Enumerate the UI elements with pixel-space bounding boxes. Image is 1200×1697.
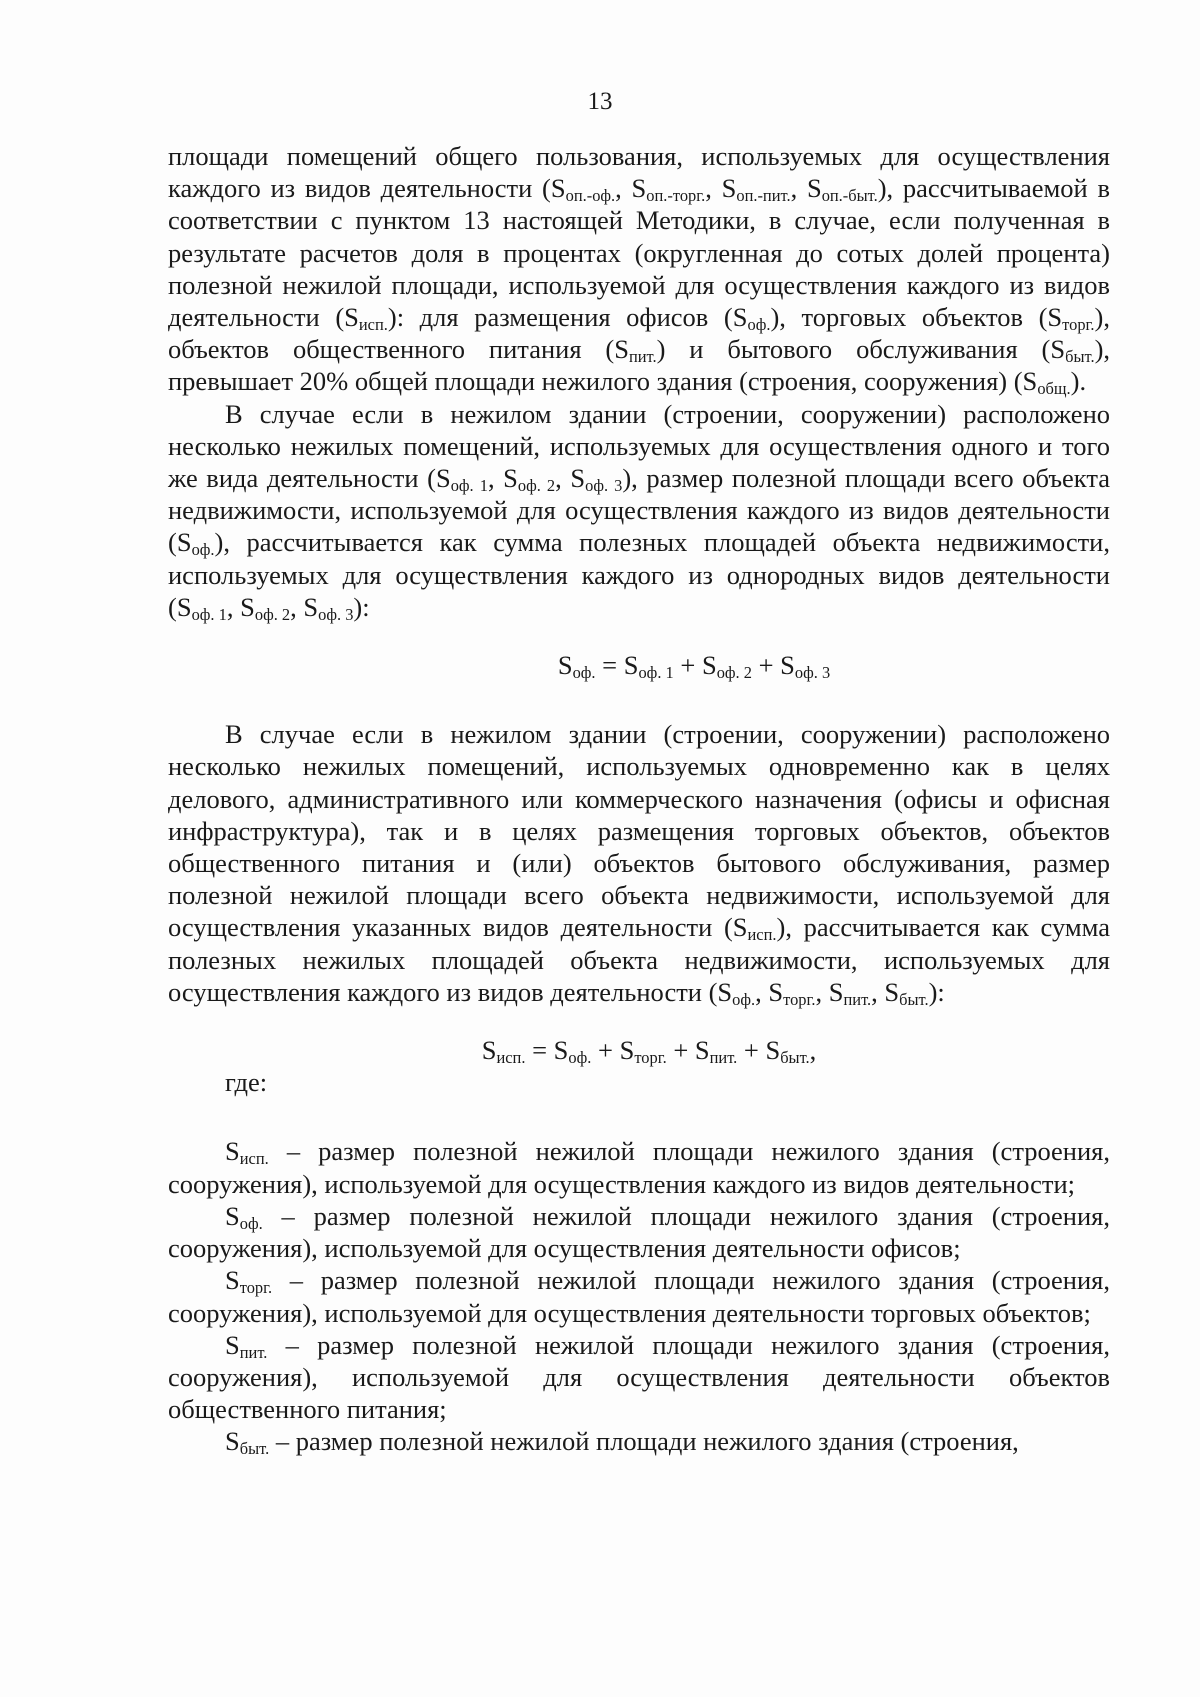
subscript: оф. — [732, 989, 756, 1009]
text-run: , S — [615, 173, 647, 204]
subscript: торг. — [634, 1048, 667, 1068]
text-run: ), рассчитывается как сумма полезных нежилых площадей объекта недвижимости, используемых для осуществления каждого из видов деятельности (S — [168, 912, 1110, 1007]
subscript: оф. 3 — [585, 476, 623, 496]
subscript: оп.-быт. — [821, 186, 878, 206]
subscript: исп. — [496, 1048, 526, 1068]
text-run: S — [225, 1329, 240, 1360]
subscript: оф. — [191, 540, 215, 560]
text-run: S — [481, 1035, 497, 1066]
subscript: оф. — [747, 315, 771, 335]
text-run: + S — [666, 1035, 710, 1066]
text-run: , S — [815, 976, 844, 1007]
subscript: исп. — [747, 925, 777, 945]
text-run: – размер полезной нежилой площади нежилого здания (строения, сооружения), используемой для осуществления деятельности торговых объектов; — [168, 1265, 1110, 1328]
text-run: , S — [226, 591, 255, 622]
text-run: S — [225, 1265, 240, 1296]
text-run: ) и бытового обслуживания (S — [656, 334, 1066, 365]
text-run: ), рассчитывается как сумма полезных площадей объекта недвижимости, используемых для осуществления каждого из однородных видов деятельности (S — [168, 527, 1110, 622]
text-run: ), рассчитываемой в соответствии с пунктом 13 настоящей Методики, в случае, если полученная в результате расчетов доля в процентах (округленная до сотых долей процента) полезной нежилой площади, используемой для осуществления каждого из видов деятельности (S — [168, 173, 1110, 333]
subscript: быт. — [239, 1439, 270, 1459]
subscript: оф. 3 — [794, 663, 831, 683]
text-run: = S — [525, 1035, 569, 1066]
text-run: + S — [737, 1035, 781, 1066]
text-run: – размер полезной нежилой площади нежилого здания (строения, сооружения), используемой для осуществления деятельности офисов; — [168, 1200, 1110, 1264]
subscript: оф. 2 — [517, 476, 556, 496]
text-run: площади помещений общего пользования, используемых для осуществления каждого из видов деятельности (S — [168, 141, 1110, 204]
text-run: S — [225, 1200, 240, 1231]
text-run: , S — [871, 976, 900, 1007]
formula-f1 — [168, 649, 1110, 681]
text-run: , — [809, 1035, 817, 1066]
text-run: – размер полезной нежилой площади нежилого здания (строения, — [269, 1426, 1019, 1457]
subscript: исп. — [239, 1149, 269, 1169]
page-number: 13 — [587, 88, 613, 115]
text-run: + S — [591, 1035, 635, 1066]
formula-f2 — [168, 1034, 1110, 1066]
text-run: В случае если в нежилом здании (строении, сооружении) расположено несколько нежилых помещений, используемых для осуществления одного и того же вида деятельности (S — [168, 398, 1110, 494]
subscript: пит. — [239, 1342, 268, 1362]
text-run: , S — [290, 591, 319, 622]
subscript: оф. 3 — [318, 604, 354, 624]
subscript: оф. — [239, 1213, 263, 1233]
body-paragraph — [168, 398, 1110, 623]
definition-paragraph — [168, 1200, 1110, 1264]
subscript: оф. 2 — [716, 663, 752, 683]
definition-paragraph — [168, 1329, 1110, 1426]
text-run: S — [225, 1136, 240, 1167]
text-run: ): — [353, 591, 370, 622]
body-paragraph — [168, 140, 1110, 398]
where-label — [168, 1066, 1110, 1098]
subscript: быт. — [1065, 347, 1095, 367]
subscript: торг. — [783, 989, 816, 1009]
definition-paragraph — [168, 1135, 1110, 1199]
subscript: оп.-оф. — [565, 186, 616, 206]
document-body — [168, 140, 1110, 1458]
text-run: ), торговых объектов (S — [770, 302, 1063, 333]
text-run: В случае если в нежилом здании (строении, сооружении) расположено несколько нежилых помещений, используемых одновременно как в целях делового, административного или коммерческого назначения (офисы и офисная инфраструктура), так и в целях размещения торговых объектов, объектов общественного питания и (или) объектов бытового обслуживания, размер полезной нежилой площади всего объекта недвижимости, используемой для осуществления указанных видов деятельности (S — [168, 719, 1110, 943]
text-run: где: — [225, 1067, 268, 1098]
subscript: пит. — [843, 989, 872, 1009]
subscript: оф. 2 — [254, 604, 291, 624]
text-run: ). — [1070, 366, 1087, 397]
subscript: оф. 1 — [191, 604, 227, 624]
text-run: ), объектов общественного питания (S — [168, 302, 1110, 365]
subscript: оф. — [572, 663, 596, 683]
subscript: оп.-торг. — [646, 186, 706, 206]
subscript: оф. 1 — [450, 476, 488, 496]
text-run: , S — [487, 463, 518, 494]
subscript: оп.-пит. — [736, 186, 791, 206]
text-run: ), размер полезной площади всего объекта недвижимости, используемой для осуществления каждого из видов деятельности (S — [168, 463, 1110, 558]
subscript: оф. 1 — [638, 663, 674, 683]
text-run: , S — [705, 173, 737, 204]
text-run: S — [557, 650, 573, 681]
subscript: исп. — [358, 315, 388, 335]
text-run: + S — [673, 650, 717, 681]
subscript: быт. — [780, 1048, 810, 1068]
text-run: , S — [755, 976, 784, 1007]
text-run: , S — [790, 173, 822, 204]
subscript: оф. — [568, 1048, 592, 1068]
text-run: – размер полезной нежилой площади нежилого здания (строения, сооружения), используемой для осуществления каждого из видов деятельности; — [168, 1136, 1110, 1199]
subscript: быт. — [899, 989, 929, 1009]
text-run: = S — [595, 650, 639, 681]
subscript: торг. — [1062, 315, 1095, 335]
text-run: + S — [751, 650, 795, 681]
text-run: , S — [555, 463, 586, 494]
text-run: ), превышает 20% общей площади нежилого здания (строения, сооружения) (S — [168, 334, 1111, 397]
text-run: ): для размещения офисов (S — [387, 302, 748, 333]
subscript: пит. — [628, 347, 657, 367]
definition-paragraph — [168, 1425, 1110, 1457]
definition-paragraph — [168, 1264, 1110, 1328]
subscript: общ. — [1037, 379, 1071, 399]
text-run: S — [225, 1426, 240, 1457]
subscript: пит. — [709, 1048, 738, 1068]
body-paragraph — [168, 718, 1110, 1008]
subscript: торг. — [239, 1278, 273, 1298]
text-run: ): — [928, 976, 945, 1007]
text-run: – размер полезной нежилой площади нежилого здания (строения, сооружения), используемой для осуществления деятельности объектов общественного питания; — [168, 1329, 1110, 1425]
